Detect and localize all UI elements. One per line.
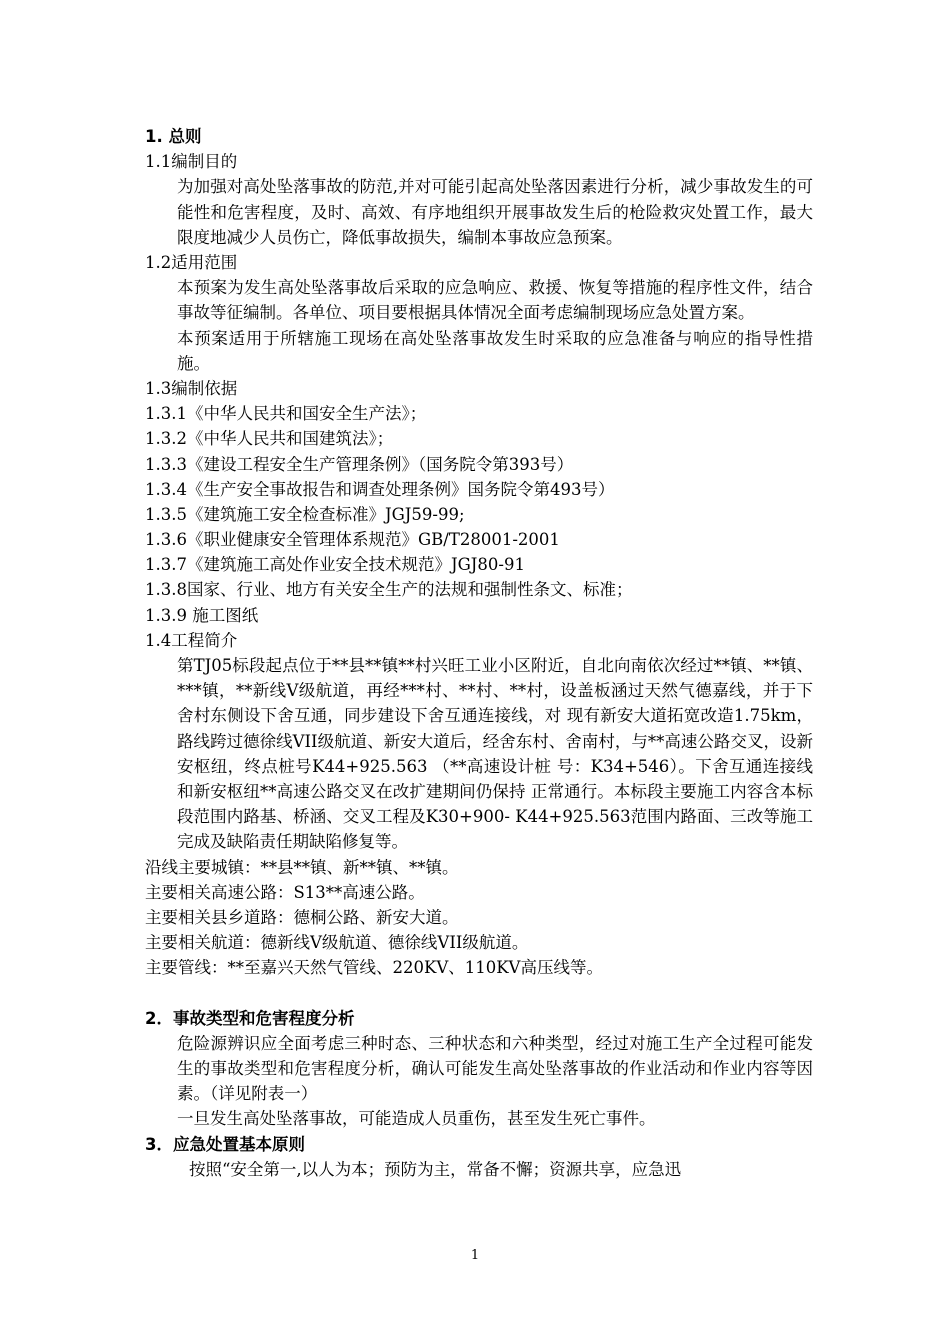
text-line: 主要管线：**至嘉兴天然气管线、220KV、110KV高压线等。 xyxy=(145,958,603,978)
paragraph: 第TJ05标段起点位于**县**镇**村兴旺工业小区附近，自北向南依次经过**镇、**镇、***镇，**新线Ⅴ级航道，再经***村、**村、**村，设盖板涵过天然气德嘉线，并于下舍村东侧设下舍互通，同步建设下舍互通连接线，对 现有新安大道拓宽改造1.75km，路线跨过德徐线VII级航道、新安大道后，经舍东村、舍南村，与**高速公路交叉，设新安枢纽，终点桩号K44+925.563 （**高速设计桩 号：K34+546）。下舍互通连接线和新安枢纽**高速公路交叉在改扩建期间仍保持 正常通行。本标段主要施工内容含本标段范围内路基、桥涵、交叉工程及K30+900- K44+925.563范围内路面、三改等施工完成及缺陷责任期缺陷修复等。 xyxy=(177,656,813,852)
text-line: 沿线主要城镇：**县**镇、新**镇、**镇。 xyxy=(145,857,459,877)
text-line: 主要相关航道：德新线Ⅴ级航道、德徐线VII级航道。 xyxy=(145,933,529,953)
paragraph: 一旦发生高处坠落事故，可能造成人员重伤，甚至发生死亡事件。 xyxy=(177,1109,656,1129)
text-line: 1.1编制目的 xyxy=(145,152,238,172)
text-line: 主要相关县乡道路：德桐公路、新安大道。 xyxy=(145,908,459,928)
text-line: 1.4工程简介 xyxy=(145,630,238,650)
text-line: 1.3编制依据 xyxy=(145,378,238,398)
text-line: 1.3.5《建筑施工安全检查标准》JGJ59-99; xyxy=(145,504,465,524)
text-line: 1.3.1《中华人民共和国安全生产法》； xyxy=(145,404,427,424)
paragraph: 本预案为发生高处坠落事故后采取的应急响应、救援、恢复等措施的程序性文件，结合事故等征编制。各单位、项目要根据具体情况全面考虑编制现场应急处置方案。 xyxy=(177,278,813,323)
document-body xyxy=(145,124,813,1182)
text-line: 1.3.4《生产安全事故报告和调查处理条例》国务院令第493号） xyxy=(145,479,615,499)
text-line: 1.3.9 施工图纸 xyxy=(145,605,259,625)
text-line: 1.3.6《职业健康安全管理体系规范》GB/T28001-2001 xyxy=(145,530,560,550)
paragraph: 本预案适用于所辖施工现场在高处坠落事故发生时采取的应急准备与响应的指导性措施。 xyxy=(177,328,813,373)
page-number: 1 xyxy=(470,1248,480,1263)
paragraph: 为加强对高处坠落事故的防范,并对可能引起高处坠落因素进行分析，减少事故发生的可能性和危害程度，及时、高效、有序地组织开展事故发生后的枪险救灾处置工作，最大限度地减少人员伤亡，降低事故损失，编制本事故应急预案。 xyxy=(177,177,813,247)
text-line: 1.2适用范围 xyxy=(145,252,238,272)
text-line: 主要相关高速公路：S13**高速公路。 xyxy=(145,882,425,902)
spacer xyxy=(145,981,813,1006)
text-line: 1.3.3《建设工程安全生产管理条例》（国务院令第393号） xyxy=(145,454,574,474)
section-heading: 1. 总则 xyxy=(145,127,202,146)
paragraph: 按照“安全第一,以人为本；预防为主，常备不懈；资源共享，应急迅 xyxy=(189,1159,682,1179)
section-heading: 2．事故类型和危害程度分析 xyxy=(145,1008,355,1028)
paragraph: 危险源辨识应全面考虑三种时态、三种状态和六种类型，经过对施工生产全过程可能发生的事故类型和危害程度分析，确认可能发生高处坠落事故的作业活动和作业内容等因素。（详见附表一） xyxy=(177,1033,813,1104)
section-heading: 3．应急处置基本原则 xyxy=(145,1134,305,1154)
text-line: 1.3.8国家、行业、地方有关安全生产的法规和强制性条文、标准； xyxy=(145,580,633,600)
text-line: 1.3.7《建筑施工高处作业安全技术规范》JGJ80-91 xyxy=(145,555,525,575)
text-line: 1.3.2《中华人民共和国建筑法》； xyxy=(145,429,394,449)
